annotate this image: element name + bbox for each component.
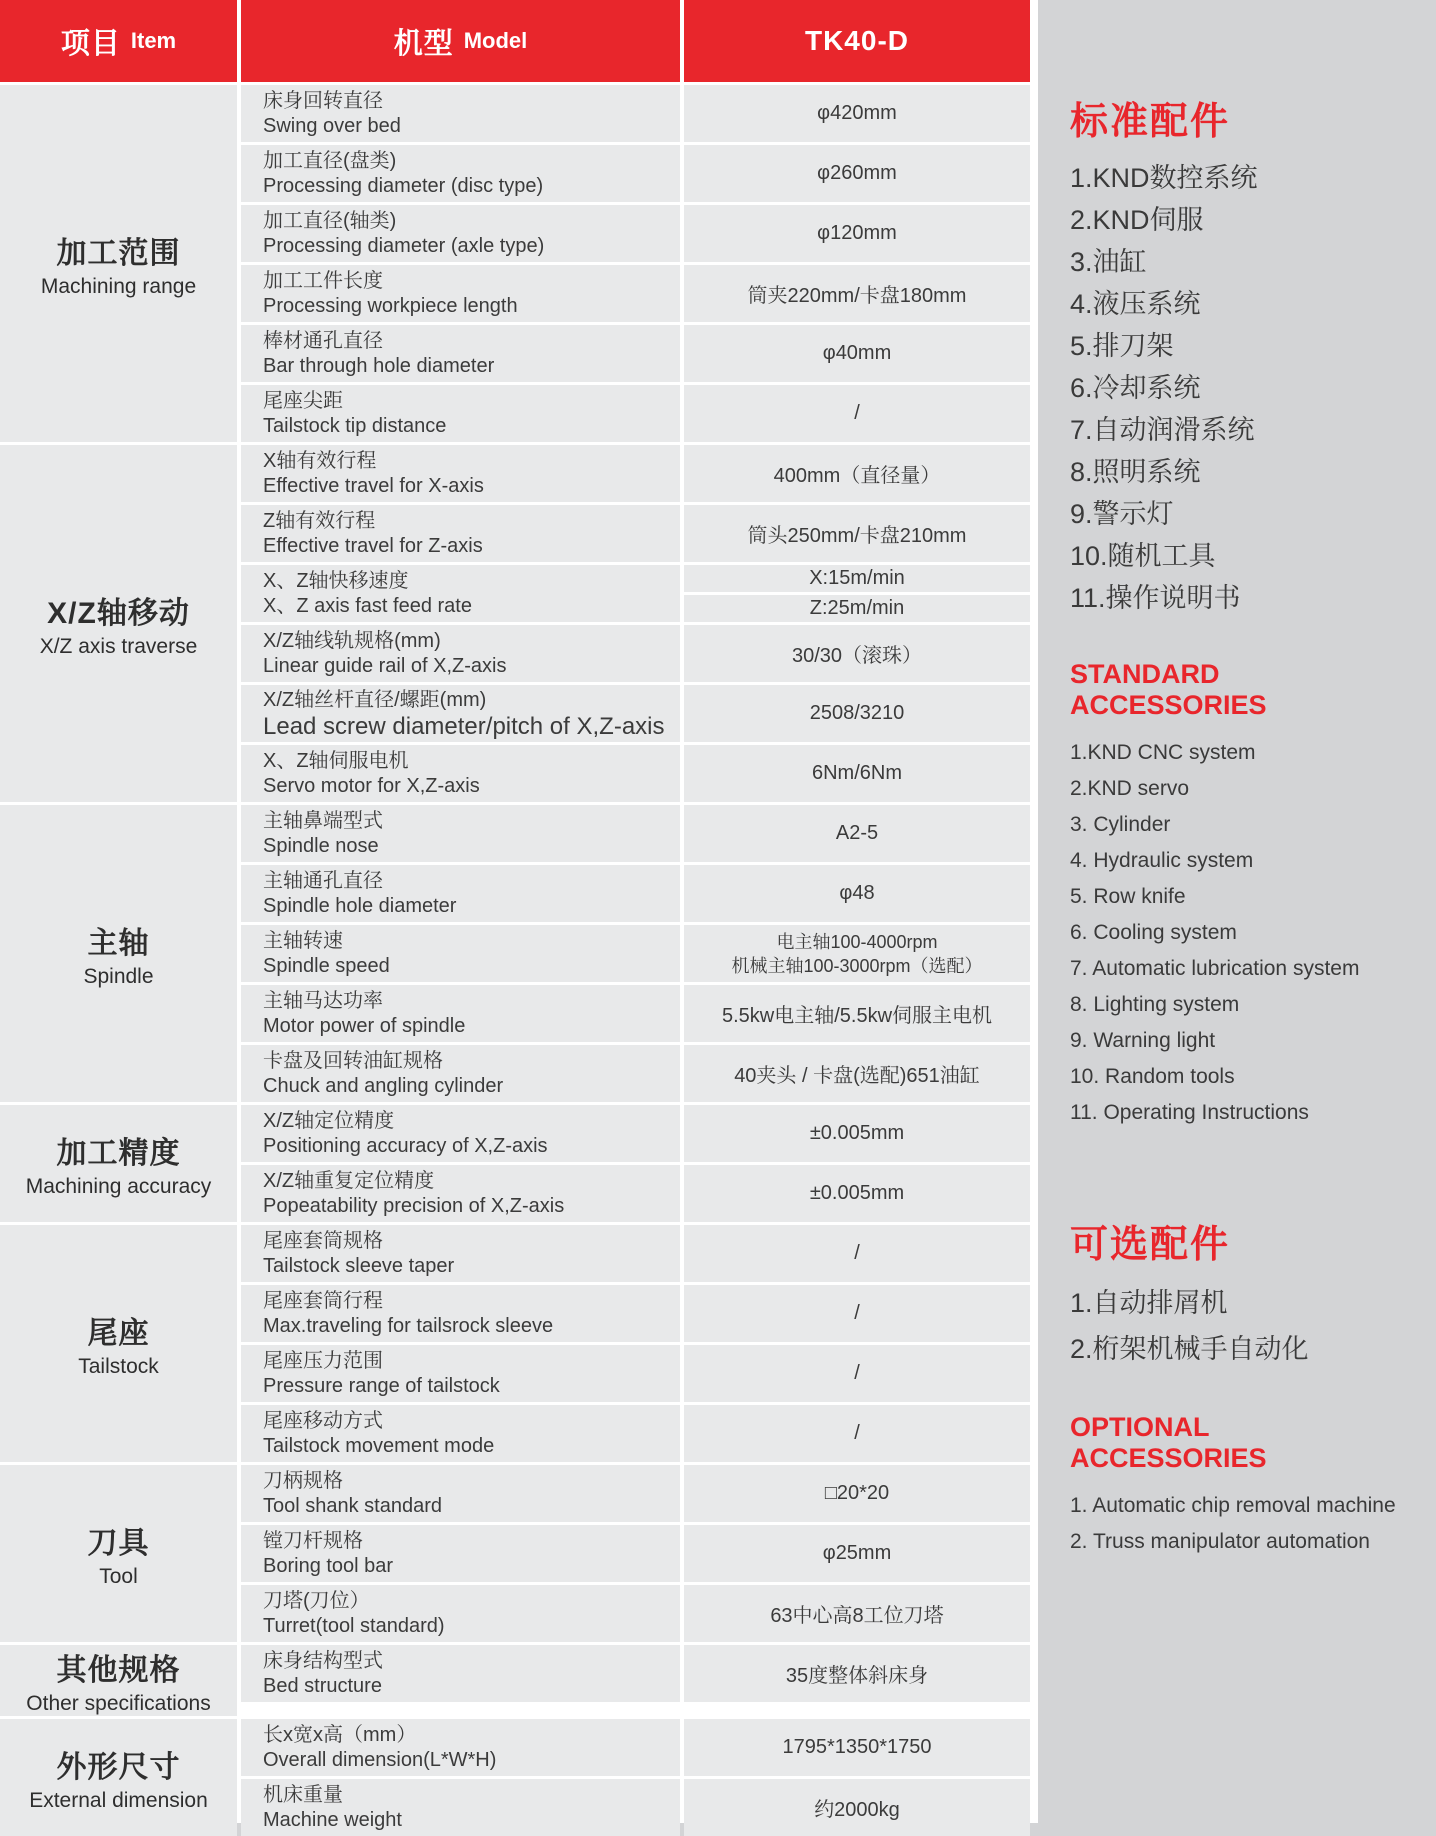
spec-row (241, 625, 1030, 682)
spec-label-cell (241, 325, 680, 382)
spec-label-en: Max.traveling for tailsrock sleeve (263, 1314, 554, 1337)
optional-accessories-title-en: OPTIONAL ACCESSORIES (1070, 1412, 1267, 1473)
section-label (0, 805, 237, 1102)
spec-label-cell (241, 85, 680, 142)
section-label (0, 1645, 237, 1716)
spec-label-zh: 刀柄规格 (263, 1469, 343, 1492)
spec-value-cell: 6Nm/6Nm (684, 745, 1030, 802)
spec-value-cell: / (684, 1225, 1030, 1282)
spec-label-cell (241, 445, 680, 502)
spec-value-cell: □20*20 (684, 1465, 1030, 1522)
spec-label-en: Processing diameter (disc type) (263, 174, 544, 197)
spec-row (241, 1779, 1030, 1836)
spec-label-en: Tailstock tip distance (263, 414, 447, 437)
spec-label-cell (241, 1345, 680, 1402)
spec-label-zh: X、Z轴快移速度 (263, 569, 409, 592)
section-rows (241, 1225, 1030, 1462)
spec-label-en: Machine weight (263, 1808, 402, 1831)
spec-label-zh: X轴有效行程 (263, 449, 377, 472)
spec-row (241, 1645, 1030, 1702)
spec-label-en: Tailstock movement mode (263, 1434, 495, 1457)
spec-value-cell: φ260mm (684, 145, 1030, 202)
spec-label-en: Bed structure (263, 1674, 382, 1697)
spec-label-cell (241, 205, 680, 262)
standard-item-zh: 8.照明系统 (1070, 457, 1201, 487)
spec-row (241, 505, 1030, 562)
spec-label-zh: 加工直径(盘类) (263, 149, 397, 172)
spec-row (241, 1165, 1030, 1222)
standard-item-zh: 3.油缸 (1070, 247, 1147, 277)
spec-row (241, 1525, 1030, 1582)
section-label (0, 1465, 237, 1642)
spec-label-zh: 尾座压力范围 (263, 1349, 383, 1372)
standard-accessories-title-en: STANDARD ACCESSORIES (1070, 659, 1267, 720)
section-title-en: Other specifications (26, 1692, 211, 1715)
spec-row (241, 265, 1030, 322)
spec-label-zh: 尾座套筒规格 (263, 1229, 383, 1252)
spec-value-cell: φ420mm (684, 85, 1030, 142)
spec-label-zh: 主轴马达功率 (263, 989, 383, 1012)
standard-item-zh: 2.KND伺服 (1070, 205, 1204, 235)
header-model-zh: 机型 (393, 27, 454, 60)
spec-label-zh: 床身结构型式 (263, 1649, 383, 1672)
spec-label-en: Lead screw diameter/pitch of X,Z-axis (263, 712, 665, 740)
spec-label-en: Turret(tool standard) (263, 1614, 445, 1637)
spec-label-cell (241, 1405, 680, 1462)
spec-value-cell: 筒头250mm/卡盘210mm (684, 505, 1030, 562)
spec-value-cell (684, 925, 1030, 982)
standard-item-en: 1.KND CNC system (1070, 741, 1256, 764)
spec-row (241, 385, 1030, 442)
spec-section (0, 1465, 1030, 1642)
spec-value-cell: / (684, 1285, 1030, 1342)
spec-row (241, 985, 1030, 1042)
section-title-zh: 加工范围 (56, 237, 181, 270)
spec-label-zh: X/Z轴丝杆直径/螺距(mm) (263, 688, 487, 711)
section-title-zh: 其他规格 (56, 1654, 181, 1687)
spec-label-zh: 长x宽x高（mm） (263, 1723, 417, 1746)
section-label (0, 85, 237, 442)
spec-row (241, 1285, 1030, 1342)
standard-item-zh: 1.KND数控系统 (1070, 163, 1258, 193)
section-title-en: Machining accuracy (25, 1175, 212, 1198)
section-title-zh: 外形尺寸 (56, 1751, 181, 1784)
spec-label-en: Effective travel for X-axis (263, 474, 484, 497)
spec-row (241, 805, 1030, 862)
optional-item-zh: 1.自动排屑机 (1070, 1288, 1228, 1318)
spec-label-cell (241, 1525, 680, 1582)
optional-item-en: 1. Automatic chip removal machine (1070, 1494, 1396, 1517)
spec-section (0, 1645, 1030, 1716)
section-title-zh: 尾座 (87, 1317, 150, 1350)
spec-section (0, 85, 1030, 442)
header-cell-model (241, 0, 680, 82)
spec-label-zh: 主轴转速 (263, 929, 343, 952)
table-header (0, 0, 1030, 82)
spec-label-zh: 卡盘及回转油缸规格 (263, 1049, 443, 1072)
section-rows (241, 1105, 1030, 1222)
standard-item-zh: 9.警示灯 (1070, 499, 1174, 529)
spec-label-zh: 加工工件长度 (263, 269, 383, 292)
spec-row (241, 685, 1030, 742)
section-title-en: Spindle (83, 965, 154, 988)
spec-label-en: Processing workpiece length (263, 294, 518, 317)
spec-row (241, 1105, 1030, 1162)
spec-label-cell (241, 745, 680, 802)
spec-label-cell (241, 505, 680, 562)
spec-section (0, 1719, 1030, 1836)
standard-item-en: 8. Lighting system (1070, 993, 1240, 1016)
spec-label-zh: 加工直径(轴类) (263, 209, 397, 232)
standard-item-zh: 11.操作说明书 (1070, 583, 1241, 613)
header-cell-item (0, 0, 237, 82)
spec-label-en: Effective travel for Z-axis (263, 534, 483, 557)
spec-label-zh: 刀塔(刀位） (263, 1589, 370, 1612)
spec-label-zh: X/Z轴线轨规格(mm) (263, 629, 441, 652)
standard-item-zh: 5.排刀架 (1070, 331, 1174, 361)
spec-label-cell (241, 1105, 680, 1162)
spec-label-en: Spindle hole diameter (263, 894, 457, 917)
spec-value-cell: ±0.005mm (684, 1105, 1030, 1162)
spec-row (241, 565, 1030, 622)
spec-label-cell (241, 925, 680, 982)
standard-item-en: 2.KND servo (1070, 777, 1190, 800)
spec-label-en: Processing diameter (axle type) (263, 234, 545, 257)
spec-label-cell (241, 985, 680, 1042)
standard-item-zh: 6.冷却系统 (1070, 373, 1201, 403)
spec-value-cell: / (684, 385, 1030, 442)
spec-value-cell: A2-5 (684, 805, 1030, 862)
standard-item-en: 10. Random tools (1070, 1065, 1235, 1088)
spec-label-cell (241, 1165, 680, 1222)
spec-value-cell: φ120mm (684, 205, 1030, 262)
section-title-zh: 主轴 (87, 927, 150, 960)
header-item-en: Item (130, 28, 177, 53)
optional-accessories-title-zh: 可选配件 (1070, 1224, 1231, 1266)
spec-label-en: Servo motor for X,Z-axis (263, 774, 480, 797)
spec-label-en: Tailstock sleeve taper (263, 1254, 455, 1277)
spec-label-zh: X、Z轴伺服电机 (263, 749, 409, 772)
spec-row (241, 1045, 1030, 1102)
spec-label-zh: 主轴鼻端型式 (263, 809, 383, 832)
spec-row (241, 85, 1030, 142)
spec-value-cell: 2508/3210 (684, 685, 1030, 742)
optional-item-en: 2. Truss manipulator automation (1070, 1530, 1370, 1553)
section-title-en: Machining range (40, 275, 197, 298)
section-rows (241, 1465, 1030, 1642)
spec-label-en: Chuck and angling cylinder (263, 1074, 504, 1097)
accessories-sidebar (1038, 0, 1436, 1823)
spec-row (241, 325, 1030, 382)
spec-label-zh: 尾座移动方式 (263, 1409, 383, 1432)
spec-value-part: Z:25m/min (684, 595, 1030, 622)
spec-label-cell (241, 1719, 680, 1776)
section-title-en: External dimension (29, 1789, 208, 1812)
spec-label-en: Boring tool bar (263, 1554, 394, 1577)
standard-item-zh: 7.自动润滑系统 (1070, 415, 1255, 445)
spec-label-en: Motor power of spindle (263, 1014, 466, 1037)
spec-label-en: Pressure range of tailstock (263, 1374, 500, 1397)
spec-label-en: Popeatability precision of X,Z-axis (263, 1194, 565, 1217)
spec-value-cell: φ48 (684, 865, 1030, 922)
standard-item-zh: 10.随机工具 (1070, 541, 1216, 571)
spec-label-zh: X/Z轴重复定位精度 (263, 1169, 435, 1192)
spec-value-cell: 35度整体斜床身 (684, 1645, 1030, 1702)
spec-label-en: Tool shank standard (263, 1494, 443, 1517)
spec-row (241, 745, 1030, 802)
spec-label-zh: 镗刀杆规格 (263, 1529, 363, 1552)
spec-label-zh: 机床重量 (263, 1783, 343, 1806)
section-label (0, 445, 237, 802)
spec-row (241, 145, 1030, 202)
spec-label-en: X、Z axis fast feed rate (263, 594, 472, 617)
spec-label-cell (241, 1645, 680, 1702)
spec-label-zh: 主轴通孔直径 (263, 869, 383, 892)
spec-row (241, 925, 1030, 982)
optional-item-zh: 2.桁架机械手自动化 (1070, 1334, 1309, 1364)
spec-row (241, 1585, 1030, 1642)
standard-item-en: 4. Hydraulic system (1070, 849, 1254, 872)
spec-label-cell (241, 1779, 680, 1836)
spec-value-cell: 400mm（直径量） (684, 445, 1030, 502)
section-rows (241, 85, 1030, 442)
spec-label-cell (241, 145, 680, 202)
spec-label-cell (241, 805, 680, 862)
spec-label-cell (241, 265, 680, 322)
section-title-en: Tool (99, 1565, 138, 1588)
spec-value-cell (684, 565, 1030, 622)
optional-items-zh (1070, 1280, 1416, 1372)
spec-section (0, 805, 1030, 1102)
model-value-label: TK40-D (804, 25, 909, 56)
standard-item-en: 7. Automatic lubrication system (1070, 957, 1360, 980)
spec-section (0, 1105, 1030, 1222)
spec-value-cell: 约2000kg (684, 1779, 1030, 1836)
standard-item-en: 9. Warning light (1070, 1029, 1216, 1052)
section-title-zh: X/Z轴移动 (47, 597, 190, 630)
header-item-zh: 项目 (60, 27, 121, 60)
spec-label-en: Overall dimension(L*W*H) (263, 1748, 497, 1771)
spec-row (241, 865, 1030, 922)
standard-accessories-title-zh: 标准配件 (1070, 101, 1231, 143)
standard-item-en: 11. Operating Instructions (1070, 1101, 1309, 1124)
header-model-en: Model (463, 28, 528, 53)
spec-label-en: Positioning accuracy of X,Z-axis (263, 1134, 548, 1157)
spec-label-cell (241, 385, 680, 442)
spec-section (0, 1225, 1030, 1462)
spec-value-cell: / (684, 1345, 1030, 1402)
section-rows (241, 805, 1030, 1102)
spec-label-en: Spindle nose (263, 834, 379, 857)
spec-value-cell: φ40mm (684, 325, 1030, 382)
section-label (0, 1225, 237, 1462)
spec-label-en: Spindle speed (263, 954, 390, 977)
spec-label-cell (241, 565, 680, 622)
spec-row (241, 1405, 1030, 1462)
section-title-en: X/Z axis traverse (39, 635, 198, 658)
spec-row (241, 445, 1030, 502)
standard-items-en (1070, 741, 1416, 1124)
spec-row (241, 205, 1030, 262)
spec-label-cell (241, 625, 680, 682)
spec-value-cell: 30/30（滚珠） (684, 625, 1030, 682)
spec-row (241, 1719, 1030, 1776)
spec-value-cell: 40夹头 / 卡盘(选配)651油缸 (684, 1045, 1030, 1102)
section-title-en: Tailstock (78, 1355, 159, 1378)
spec-section (0, 445, 1030, 802)
table-body (0, 85, 1030, 1836)
spec-label-zh: 尾座尖距 (263, 389, 343, 412)
section-title-zh: 刀具 (87, 1527, 150, 1560)
standard-item-en: 5. Row knife (1070, 885, 1186, 908)
standard-items-zh (1070, 157, 1416, 619)
spec-label-en: Swing over bed (263, 114, 401, 137)
header-cell-model-value (684, 0, 1030, 82)
standard-item-zh: 4.液压系统 (1070, 289, 1201, 319)
section-rows (241, 1719, 1030, 1836)
spec-label-zh: 尾座套筒行程 (263, 1289, 383, 1312)
spec-label-cell (241, 1285, 680, 1342)
spec-label-cell (241, 1045, 680, 1102)
spec-label-zh: X/Z轴定位精度 (263, 1109, 395, 1132)
spec-label-zh: 棒材通孔直径 (263, 329, 383, 352)
section-title-zh: 加工精度 (56, 1137, 181, 1170)
spec-value-cell: 筒夹220mm/卡盘180mm (684, 265, 1030, 322)
spec-label-cell (241, 865, 680, 922)
spec-row (241, 1345, 1030, 1402)
spec-label-cell (241, 1585, 680, 1642)
spec-label-zh: 床身回转直径 (263, 89, 383, 112)
spec-value-cell: 1795*1350*1750 (684, 1719, 1030, 1776)
spec-label-cell (241, 1225, 680, 1282)
spec-value-line: 电主轴100-4000rpm (776, 931, 938, 952)
section-rows (241, 1645, 1030, 1716)
spec-label-cell (241, 685, 680, 742)
spec-label-en: Bar through hole diameter (263, 354, 495, 377)
spec-value-cell: / (684, 1405, 1030, 1462)
section-rows (241, 445, 1030, 802)
spec-label-zh: Z轴有效行程 (263, 509, 376, 532)
spec-value-cell: 63中心高8工位刀塔 (684, 1585, 1030, 1642)
spec-value-cell: φ25mm (684, 1525, 1030, 1582)
spec-label-en: Linear guide rail of X,Z-axis (263, 654, 507, 677)
standard-item-en: 6. Cooling system (1070, 921, 1237, 944)
optional-items-en (1070, 1494, 1416, 1553)
spec-row (241, 1465, 1030, 1522)
section-label (0, 1105, 237, 1222)
spec-row (241, 1225, 1030, 1282)
spec-value-cell: 5.5kw电主轴/5.5kw伺服主电机 (684, 985, 1030, 1042)
spec-value-cell: ±0.005mm (684, 1165, 1030, 1222)
standard-item-en: 3. Cylinder (1070, 813, 1171, 836)
spec-value-part: X:15m/min (684, 565, 1030, 592)
section-label (0, 1719, 237, 1836)
spec-value-line: 机械主轴100-3000rpm（选配） (731, 955, 983, 976)
spec-label-cell (241, 1465, 680, 1522)
